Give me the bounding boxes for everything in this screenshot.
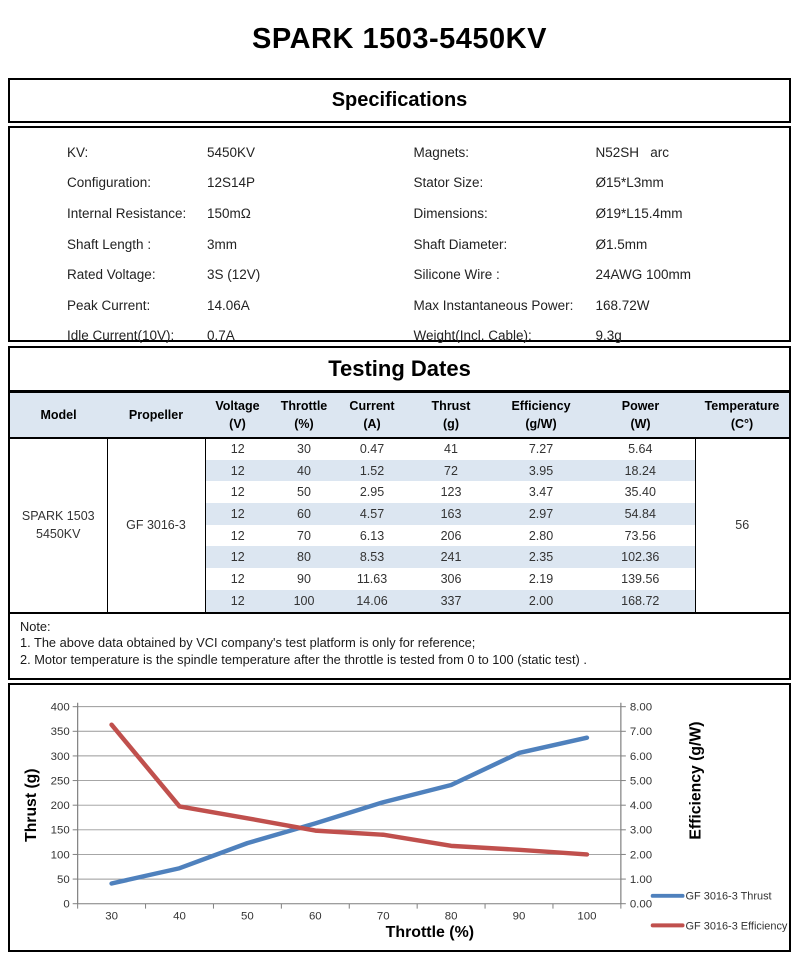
right-axis-tick-label: 2.00 [629,849,653,862]
column-header-unit: (%) [294,417,314,431]
spec-value: 0.7A [207,328,235,344]
left-axis-tick-label: 350 [50,726,70,739]
data-cell: 73.56 [624,528,656,543]
x-axis-tick-label: 70 [376,910,390,923]
chart-section [8,683,791,952]
spec-row [10,229,400,260]
note [10,612,789,676]
model-cell [10,438,107,612]
temperature-cell: 56 [695,438,789,612]
spec-value: 14.06A [207,297,250,313]
column-header-label: Temperature [704,398,780,413]
left-axis-tick-label: 50 [56,874,70,886]
data-cell: 1.52 [338,460,406,482]
testing-header: Testing Dates [10,348,789,393]
x-axis-tick-label: 100 [577,910,597,923]
data-cell: 12 [230,528,245,543]
x-axis-tick-label: 60 [308,910,322,923]
data-cell: 50 [297,485,311,500]
column-header-unit: (C°) [730,417,754,431]
spec-value: 24AWG 100mm [595,267,692,283]
data-cell: 100 [270,590,338,612]
spec-row [10,259,400,290]
data-cell: 30 [297,442,311,457]
table-body [10,438,789,612]
column-header-label: Power [621,398,660,413]
column-header-unit: (g/W) [525,417,557,431]
spec-label: Silicone Wire : [413,267,500,283]
left-axis-tick-label: 300 [50,750,70,763]
column-header-label: Efficiency [511,398,571,413]
data-cell: 12 [205,590,270,612]
data-cell: 337 [406,590,496,612]
data-cell: 123 [440,485,462,500]
spec-label: Stator Size: [413,175,484,191]
spec-value: Ø1.5mm [595,236,648,252]
column-header-unit: (V) [229,417,246,431]
data-cell: 0.47 [359,442,385,457]
x-axis-title: Throttle (%) [385,924,475,942]
spec-row [400,290,790,321]
data-cell: 3.95 [496,460,586,482]
right-axis-tick-label: 4.00 [629,800,653,813]
data-cell: 6.13 [359,528,385,543]
page-title: SPARK 1503-5450KV [252,22,547,55]
note-line: 2. Motor temperature is the spindle temperature after the throttle is tested from 0 to 100 (static test) . [20,652,587,668]
x-axis-tick-label: 50 [241,910,254,923]
spec-value: 150mΩ [207,205,251,221]
right-axis-title: Efficiency (g/W) [687,721,705,840]
data-cell: 18.24 [586,460,695,482]
spec-row [10,168,400,199]
note-heading: Note: [20,618,51,634]
column-header [107,393,205,438]
data-cell: 8.53 [338,546,406,568]
left-axis-tick-label: 400 [50,701,70,714]
spec-label: Internal Resistance: [67,205,187,221]
x-axis-tick-label: 30 [105,910,118,923]
data-cell: 4.57 [338,503,406,525]
data-cell: 3.47 [528,485,554,500]
left-axis-title: Thrust (g) [22,768,40,842]
data-cell: 2.97 [496,503,586,525]
data-cell: 80 [270,546,338,568]
left-axis-tick-label: 200 [50,800,70,813]
spec-row [10,137,400,168]
spec-value: 9.3g [595,328,622,344]
data-cell: 2.00 [496,590,586,612]
spec-label: Rated Voltage: [67,267,156,283]
data-cell: 2.95 [359,485,385,500]
column-header [695,393,789,438]
x-axis-tick-label: 40 [173,910,186,923]
legend-label: GF 3016-3 Thrust [685,890,772,903]
spec-row [400,321,790,352]
spec-label: Weight(Incl. Cable): [413,328,532,344]
column-header-label: Propeller [128,407,184,422]
spec-row [400,168,790,199]
spec-label: Peak Current: [67,297,151,313]
thrust-efficiency-chart [10,685,789,950]
data-cell: 54.84 [586,503,695,525]
left-axis-tick-label: 150 [50,824,70,837]
right-axis-tick-label: 3.00 [629,824,653,837]
spec-label: Shaft Diameter: [413,236,508,252]
column-header [338,393,406,438]
spec-value: 5450KV [207,144,256,160]
left-axis-tick-label: 0 [63,898,70,911]
right-axis-tick-label: 8.00 [629,701,653,714]
data-cell: 2.80 [528,528,554,543]
right-axis-tick-label: 6.00 [629,750,653,763]
data-cell: 12 [205,503,270,525]
column-header-unit: (A) [363,417,381,431]
spec-row [400,198,790,229]
spec-label: Dimensions: [413,205,488,221]
spec-row [400,229,790,260]
data-cell: 12 [230,442,245,457]
model-name-line2: 5450KV [36,527,81,542]
spec-column-left [10,137,400,351]
right-axis-tick-label: 1.00 [629,874,653,886]
right-axis-tick-label: 0.00 [629,898,653,911]
column-header-label: Current [349,398,395,413]
data-cell: 139.56 [621,571,660,586]
data-cell: 40 [270,460,338,482]
specifications-header: Specifications [8,78,791,123]
spec-row [400,137,790,168]
spec-label: Max Instantaneous Power: [413,297,574,313]
spec-label: Configuration: [67,175,152,191]
data-cell: 41 [444,442,458,457]
data-cell: 102.36 [586,546,695,568]
column-header-unit: (W) [630,417,651,431]
column-header-label: Voltage [215,398,260,413]
testing-table [10,393,789,612]
data-cell: 14.06 [338,590,406,612]
data-cell: 2.19 [528,571,554,586]
testing-section [8,346,791,680]
spec-value: 3S (12V) [207,267,261,283]
column-header-label: Throttle [280,398,328,413]
data-cell: 163 [406,503,496,525]
data-cell: 70 [297,528,311,543]
spec-value: 168.72W [595,297,650,313]
column-header [10,393,107,438]
data-cell: 90 [297,571,311,586]
data-cell: 60 [270,503,338,525]
column-header-label: Model [40,407,77,422]
propeller-cell: GF 3016-3 [107,438,205,612]
x-axis-tick-label: 90 [512,910,526,923]
data-cell: 11.63 [356,571,388,586]
spec-value: Ø15*L3mm [595,175,664,191]
data-cell: 12 [230,485,245,500]
legend-label: GF 3016-3 Efficiency [685,920,788,933]
note-line: 1. The above data obtained by VCI company's test platform is only for reference; [20,635,476,651]
spec-value: 3mm [207,236,237,252]
data-cell: 306 [440,571,462,586]
right-axis-tick-label: 7.00 [629,726,653,739]
left-axis-tick-label: 250 [50,775,70,788]
data-cell: 2.35 [496,546,586,568]
data-cell: 206 [440,528,462,543]
x-axis-tick-label: 80 [444,910,458,923]
spec-row [400,259,790,290]
spec-value: 12S14P [207,175,256,191]
data-cell: 7.27 [528,442,554,457]
column-header-unit: (g) [443,417,459,431]
table-header-row [10,393,789,438]
column-header [496,393,586,438]
column-header-label: Thrust [431,398,471,413]
data-cell: 72 [406,460,496,482]
data-cell: 12 [230,571,245,586]
spec-row [10,321,400,352]
column-header [270,393,338,438]
spec-label: Magnets: [413,144,470,160]
series-line-right [112,725,587,855]
left-axis-tick-label: 100 [50,849,70,862]
spec-row [10,198,400,229]
data-cell: 168.72 [586,590,695,612]
spec-label: Shaft Length : [67,236,152,252]
spec-column-right [400,137,790,351]
spec-label: Idle Current(10V): [67,328,175,344]
model-name-line1: SPARK 1503 [21,508,95,523]
column-header [406,393,496,438]
series-line-left [112,738,587,884]
data-cell: 35.40 [624,485,656,500]
right-axis-tick-label: 5.00 [629,775,653,788]
data-cell: 12 [205,546,270,568]
data-cell: 5.64 [628,442,653,457]
spec-value: Ø19*L15.4mm [595,205,683,221]
table-row [10,438,789,460]
data-cell: 241 [406,546,496,568]
specifications-section [8,126,791,342]
spec-value: N52SH arc [595,144,670,160]
spec-label: KV: [67,144,89,160]
spec-row [10,290,400,321]
data-cell: 12 [205,460,270,482]
column-header [205,393,270,438]
column-header [586,393,695,438]
note-lines [20,635,779,669]
